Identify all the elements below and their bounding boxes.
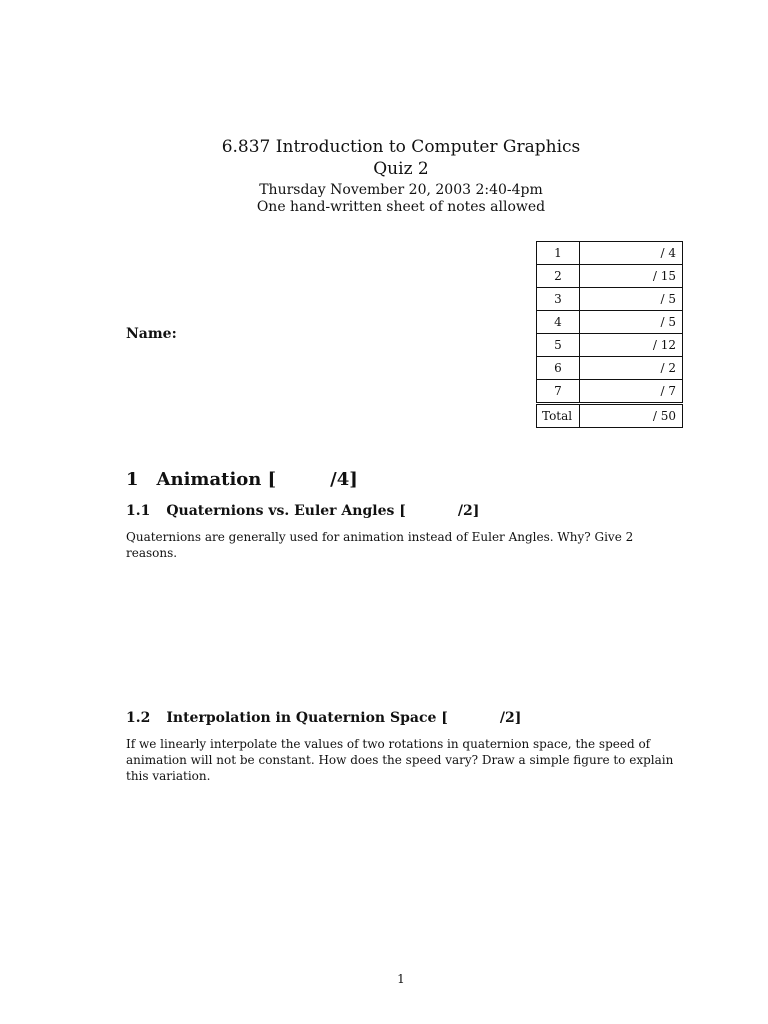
course-title: 6.837 Introduction to Computer Graphics bbox=[221, 137, 581, 157]
quiz-title: Quiz 2 bbox=[373, 159, 429, 179]
subsection-points: /2] bbox=[499, 710, 522, 726]
question-points: / 5 bbox=[580, 288, 683, 311]
subsection-title: Interpolation in Quaternion Space [ bbox=[166, 710, 448, 726]
subsection-number: 1.1 bbox=[126, 503, 151, 519]
title-block bbox=[0, 136, 768, 216]
question-number: 7 bbox=[537, 380, 580, 403]
section-number: 1 bbox=[126, 469, 139, 490]
section-points: /4] bbox=[330, 469, 358, 490]
question-text: If we linearly interpolate the values of two rotations in quaternion space, the speed of animation will not be constant. How does the speed vary? Draw a simple figure to explain this variation. bbox=[126, 737, 674, 783]
question-number: 3 bbox=[537, 288, 580, 311]
question-number: 6 bbox=[537, 357, 580, 380]
question-points: / 4 bbox=[580, 242, 683, 265]
score-row bbox=[537, 265, 683, 288]
question-points: / 2 bbox=[580, 357, 683, 380]
score-table bbox=[536, 241, 683, 428]
subsection-title: Quaternions vs. Euler Angles [ bbox=[166, 503, 406, 519]
score-row bbox=[537, 288, 683, 311]
question-points: / 12 bbox=[580, 334, 683, 357]
question-text: Quaternions are generally used for animation instead of Euler Angles. Why? Give 2 reasons. bbox=[126, 530, 634, 560]
question-number: 4 bbox=[537, 311, 580, 334]
score-row bbox=[537, 242, 683, 265]
subsection-heading bbox=[126, 710, 521, 726]
score-row bbox=[537, 334, 683, 357]
section-title: Animation [ bbox=[156, 469, 277, 490]
subsection-points: /2] bbox=[457, 503, 480, 519]
name-label: Name: bbox=[126, 326, 177, 342]
score-total-row bbox=[537, 405, 683, 428]
score-row bbox=[537, 357, 683, 380]
question-number: 2 bbox=[537, 265, 580, 288]
question-points: / 7 bbox=[580, 380, 683, 403]
page-number: 1 bbox=[397, 972, 405, 986]
score-row bbox=[537, 380, 683, 403]
score-row bbox=[537, 311, 683, 334]
quiz-datetime: Thursday November 20, 2003 2:40-4pm bbox=[259, 182, 543, 198]
question-number: 5 bbox=[537, 334, 580, 357]
question-points: / 5 bbox=[580, 311, 683, 334]
question-points: / 15 bbox=[580, 265, 683, 288]
subsection-number: 1.2 bbox=[126, 710, 151, 726]
question-number: 1 bbox=[537, 242, 580, 265]
total-label: Total bbox=[537, 405, 580, 428]
section-heading bbox=[126, 469, 358, 490]
total-points: / 50 bbox=[580, 405, 683, 428]
subsection-heading bbox=[126, 503, 479, 519]
notes-rule: One hand-written sheet of notes allowed bbox=[256, 199, 546, 215]
